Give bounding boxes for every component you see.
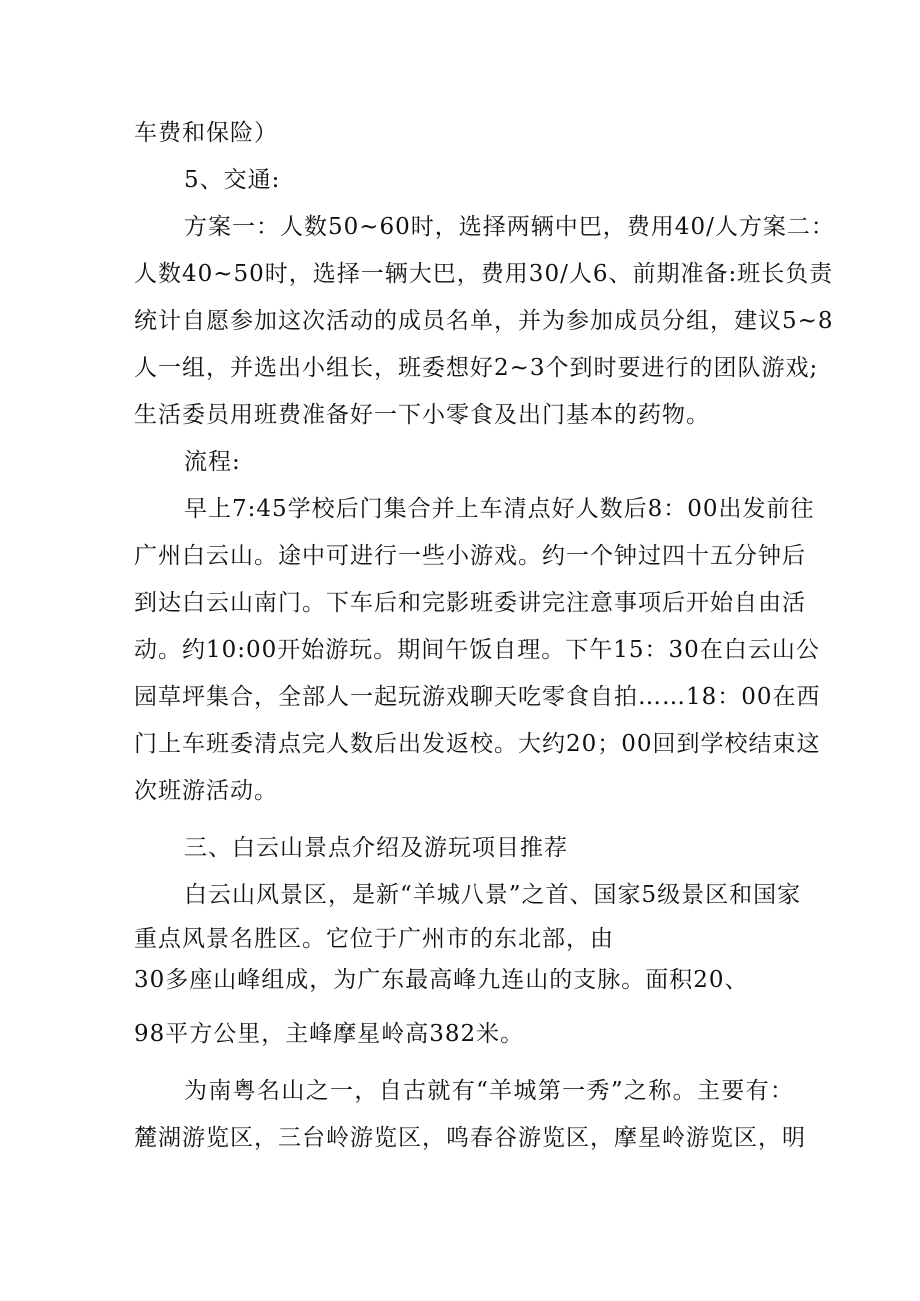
- text-line: 人数40~50时，选择一辆大巴，费用30/人6、前期准备:班长负责: [134, 261, 834, 287]
- text-line: 30多座山峰组成，为广东最高峰九连山的支脉。面积20、: [134, 967, 749, 993]
- text-line: 园草坪集合，全部人一起玩游戏聊天吃零食自拍……18：00在西: [134, 684, 821, 710]
- text-line: 次班游活动。: [134, 778, 278, 804]
- text-line: 麓湖游览区，三台岭游览区，鸣春谷游览区，摩星岭游览区，明: [134, 1125, 806, 1151]
- text-line: 统计自愿参加这次活动的成员名单，并为参加成员分组，建议5~8: [134, 308, 834, 334]
- text-line: 门上车班委清点完人数后出发返校。大约20；00回到学校结束这: [134, 731, 821, 757]
- text-line: 车费和保险）: [134, 120, 278, 146]
- text-line: 早上7:45学校后门集合并上车清点好人数后8：00出发前往: [184, 496, 815, 522]
- text-line: 生活委员用班费准备好一下小零食及出门基本的药物。: [134, 402, 710, 428]
- document-body: [134, 110, 835, 1162]
- text-line: 人一组，并选出小组长，班委想好2~3个到时要进行的团队游戏;: [134, 355, 819, 381]
- text-line: 98平方公里，主峰摩星岭高382米。: [134, 1021, 525, 1047]
- text-line: 到达白云山南门。下车后和完影班委讲完注意事项后开始自由活: [134, 590, 806, 616]
- section-heading-baiyun: 三、白云山景点介绍及游玩项目推荐: [184, 835, 568, 861]
- text-line: 重点风景名胜区。它位于广州市的东北部，由: [134, 926, 614, 952]
- text-line: 为南粤名山之一，自古就有“羊城第一秀”之称。主要有：: [184, 1078, 794, 1104]
- text-line: 方案一：人数50~60时，选择两辆中巴，费用40/人方案二：: [184, 214, 835, 240]
- text-line: 白云山风景区，是新“羊城八景”之首、国家5级景区和国家: [184, 882, 802, 908]
- text-line: 动。约10:00开始游玩。期间午饭自理。下午15：30在白云山公: [134, 637, 820, 663]
- text-line: 广州白云山。途中可进行一些小游戏。约一个钟过四十五分钟后: [134, 543, 806, 569]
- section-heading-transport: 5、交通:: [184, 167, 281, 193]
- section-heading-process: 流程:: [184, 449, 241, 475]
